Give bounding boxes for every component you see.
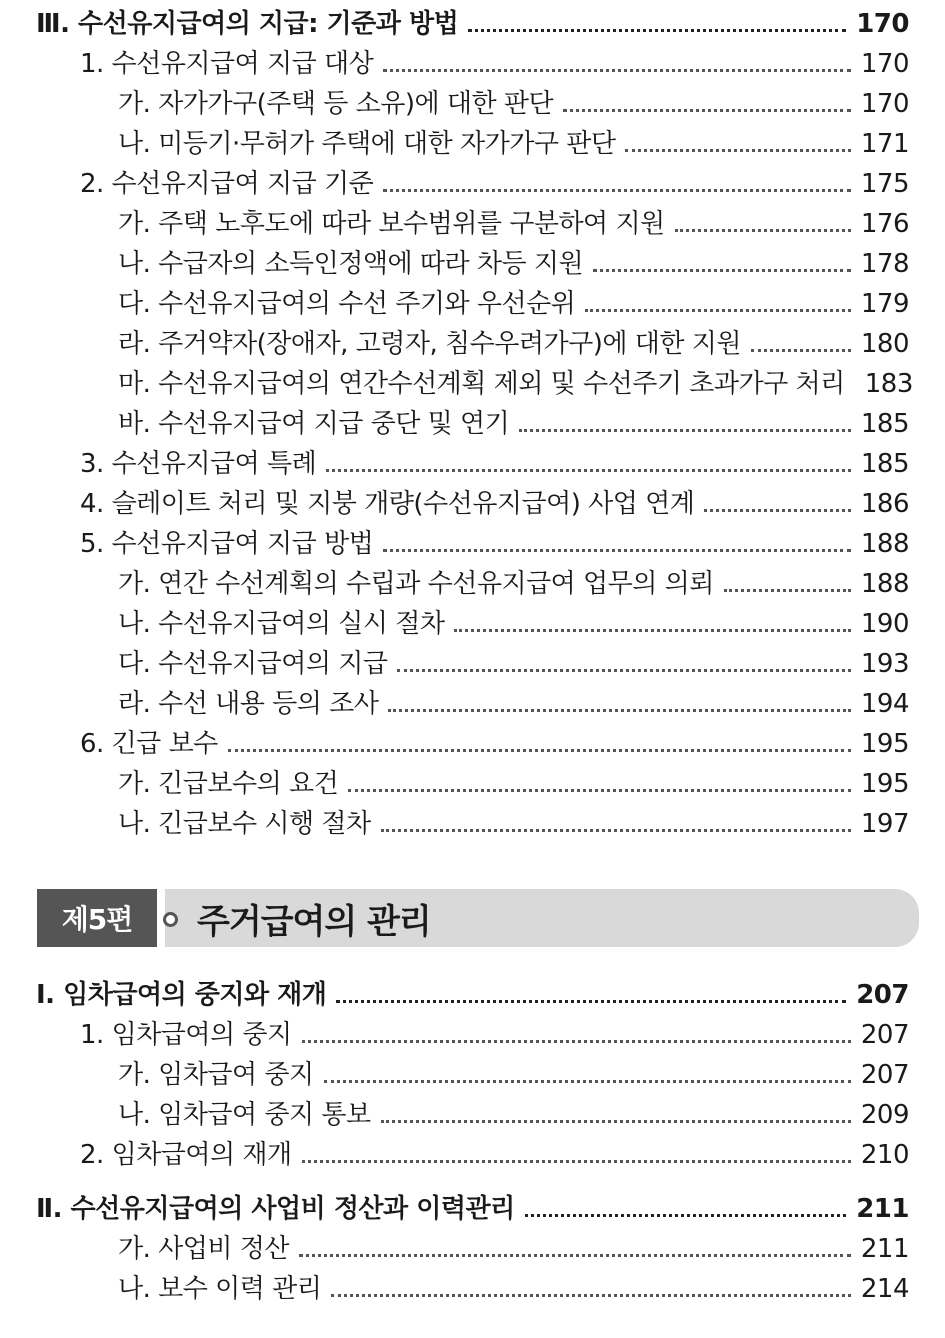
toc-subsection-entry[interactable] — [0, 1229, 945, 1269]
toc-page-number: 197 — [860, 809, 909, 839]
toc-page-number: 211 — [856, 1194, 909, 1224]
dot-leader — [381, 1120, 851, 1123]
toc-chapter-entry[interactable] — [0, 1189, 945, 1229]
part-title: 주거급여의 관리 — [197, 901, 431, 942]
dot-leader — [324, 1080, 851, 1083]
toc-page-number: 170 — [856, 9, 909, 39]
toc-page-number: 210 — [860, 1140, 909, 1170]
toc-entry-title: 라. 주거약자(장애자, 고령자, 침수우려가구)에 대한 지원 — [118, 329, 741, 359]
toc-page-number: 188 — [860, 529, 909, 559]
toc-page-number: 178 — [860, 249, 909, 279]
dot-leader — [336, 1000, 846, 1003]
dot-leader — [704, 509, 850, 512]
toc-entry-title: 가. 사업비 정산 — [118, 1234, 289, 1264]
dot-leader — [625, 149, 850, 152]
toc-subsection-entry[interactable] — [0, 244, 945, 284]
toc-page-number: 195 — [860, 729, 909, 759]
toc-page-number: 209 — [860, 1100, 909, 1130]
toc-section-part-5 — [0, 975, 945, 1309]
dot-leader — [675, 229, 851, 232]
toc-subsection-entry[interactable] — [0, 564, 945, 604]
toc-entry-title: 가. 주택 노후도에 따라 보수범위를 구분하여 지원 — [118, 209, 665, 239]
toc-page-number: 185 — [860, 409, 909, 439]
toc-page-number: 170 — [860, 49, 909, 79]
toc-entry-title: 라. 수선 내용 등의 조사 — [118, 689, 379, 719]
toc-entry-title: 가. 연간 수선계획의 수립과 수선유지급여 업무의 의뢰 — [118, 569, 714, 599]
toc-page-number: 171 — [860, 129, 909, 159]
toc-entry-title: 나. 수급자의 소득인정액에 따라 차등 지원 — [118, 249, 584, 279]
toc-entry-title: Ⅲ. 수선유지급여의 지급: 기준과 방법 — [36, 9, 459, 39]
toc-page-number: 207 — [860, 1060, 909, 1090]
toc-entry-title: 가. 자가가구(주택 등 소유)에 대한 판단 — [118, 89, 554, 119]
toc-section-entry[interactable] — [0, 44, 945, 84]
toc-entry-title: 나. 미등기·무허가 주택에 대한 자가가구 판단 — [118, 129, 616, 159]
toc-page-number: 214 — [860, 1274, 909, 1304]
toc-subsection-entry[interactable] — [0, 364, 945, 404]
toc-page-number: 193 — [860, 649, 909, 679]
dot-leader — [302, 1160, 851, 1163]
toc-section-entry[interactable] — [0, 164, 945, 204]
toc-entry-title: 나. 보수 이력 관리 — [118, 1274, 322, 1304]
toc-subsection-entry[interactable] — [0, 644, 945, 684]
toc-subsection-entry[interactable] — [0, 324, 945, 364]
toc-entry-title: 다. 수선유지급여의 수선 주기와 우선순위 — [118, 289, 576, 319]
toc-subsection-entry[interactable] — [0, 284, 945, 324]
dot-leader — [331, 1294, 850, 1297]
dot-leader — [593, 269, 851, 272]
toc-subsection-entry[interactable] — [0, 764, 945, 804]
dot-leader — [326, 469, 851, 472]
toc-chapter-entry[interactable] — [0, 4, 945, 44]
toc-entry-title: Ⅰ. 임차급여의 중지와 재개 — [36, 980, 327, 1010]
dot-leader — [468, 29, 846, 32]
dot-leader — [302, 1040, 851, 1043]
toc-page-number: 186 — [860, 489, 909, 519]
toc-section-entry[interactable] — [0, 524, 945, 564]
dot-leader — [585, 309, 851, 312]
toc-page-number: 207 — [860, 1020, 909, 1050]
toc-page-number: 175 — [860, 169, 909, 199]
toc-page-number: 211 — [860, 1234, 909, 1264]
toc-section-entry[interactable] — [0, 444, 945, 484]
toc-section-entry[interactable] — [0, 484, 945, 524]
toc-subsection-entry[interactable] — [0, 204, 945, 244]
toc-page-number: 170 — [860, 89, 909, 119]
dot-leader — [454, 629, 850, 632]
dot-leader — [228, 749, 851, 752]
toc-subsection-entry[interactable] — [0, 124, 945, 164]
dot-leader — [397, 669, 850, 672]
toc-entry-title: Ⅱ. 수선유지급여의 사업비 정산과 이력관리 — [36, 1194, 515, 1224]
dot-leader — [299, 1254, 851, 1257]
toc-subsection-entry[interactable] — [0, 804, 945, 844]
toc-page-number: 176 — [860, 209, 909, 239]
toc-subsection-entry[interactable] — [0, 1269, 945, 1309]
part-header — [37, 889, 919, 947]
dot-leader — [388, 709, 850, 712]
toc-subsection-entry[interactable] — [0, 1095, 945, 1135]
toc-entry-title: 6. 긴급 보수 — [80, 729, 218, 759]
toc-entry-title: 2. 임차급여의 재개 — [80, 1140, 292, 1170]
toc-subsection-entry[interactable] — [0, 84, 945, 124]
part-title-bar — [165, 889, 919, 947]
toc-entry-title: 다. 수선유지급여의 지급 — [118, 649, 388, 679]
toc-page-number: 195 — [860, 769, 909, 799]
toc-page-number: 180 — [860, 329, 909, 359]
toc-page-number: 183 — [864, 369, 913, 399]
toc-spacer — [0, 1175, 945, 1189]
toc-entry-title: 나. 긴급보수 시행 절차 — [118, 809, 371, 839]
toc-entry-title: 바. 수선유지급여 지급 중단 및 연기 — [118, 409, 510, 439]
toc-entry-title: 5. 수선유지급여 지급 방법 — [80, 529, 374, 559]
toc-subsection-entry[interactable] — [0, 404, 945, 444]
toc-section-chapter-3 — [0, 4, 945, 844]
toc-section-entry[interactable] — [0, 724, 945, 764]
toc-page-number: 190 — [860, 609, 909, 639]
toc-subsection-entry[interactable] — [0, 1055, 945, 1095]
dot-leader — [348, 789, 851, 792]
toc-subsection-entry[interactable] — [0, 604, 945, 644]
dot-leader — [383, 69, 851, 72]
dot-leader — [519, 429, 851, 432]
toc-entry-title: 1. 수선유지급여 지급 대상 — [80, 49, 374, 79]
toc-entry-title: 2. 수선유지급여 지급 기준 — [80, 169, 374, 199]
dot-leader — [383, 189, 851, 192]
dot-leader — [381, 829, 851, 832]
dot-leader — [751, 349, 851, 352]
toc-entry-title: 나. 임차급여 중지 통보 — [118, 1100, 371, 1130]
dot-leader — [525, 1214, 847, 1217]
dot-leader — [563, 109, 851, 112]
dot-leader — [383, 549, 851, 552]
toc-entry-title: 나. 수선유지급여의 실시 절차 — [118, 609, 445, 639]
toc-section-entry[interactable] — [0, 1015, 945, 1055]
part-number-tag: 제5편 — [37, 889, 157, 947]
toc-entry-title: 마. 수선유지급여의 연간수선계획 제외 및 수선주기 초과가구 처리 — [118, 369, 845, 399]
toc-entry-title: 가. 긴급보수의 요건 — [118, 769, 339, 799]
toc-section-entry[interactable] — [0, 1135, 945, 1175]
toc-page-number: 207 — [856, 980, 909, 1010]
toc-entry-title: 가. 임차급여 중지 — [118, 1060, 314, 1090]
toc-page-number: 179 — [860, 289, 909, 319]
dot-leader — [724, 589, 851, 592]
toc-entry-title: 1. 임차급여의 중지 — [80, 1020, 292, 1050]
toc-page-number: 188 — [860, 569, 909, 599]
toc-entry-title: 3. 수선유지급여 특례 — [80, 449, 317, 479]
toc-subsection-entry[interactable] — [0, 684, 945, 724]
toc-entry-title: 4. 슬레이트 처리 및 지붕 개량(수선유지급여) 사업 연계 — [80, 489, 695, 519]
toc-page-number: 194 — [860, 689, 909, 719]
toc-page-number: 185 — [860, 449, 909, 479]
bullet-circle-icon — [163, 912, 178, 927]
toc-chapter-entry[interactable] — [0, 975, 945, 1015]
